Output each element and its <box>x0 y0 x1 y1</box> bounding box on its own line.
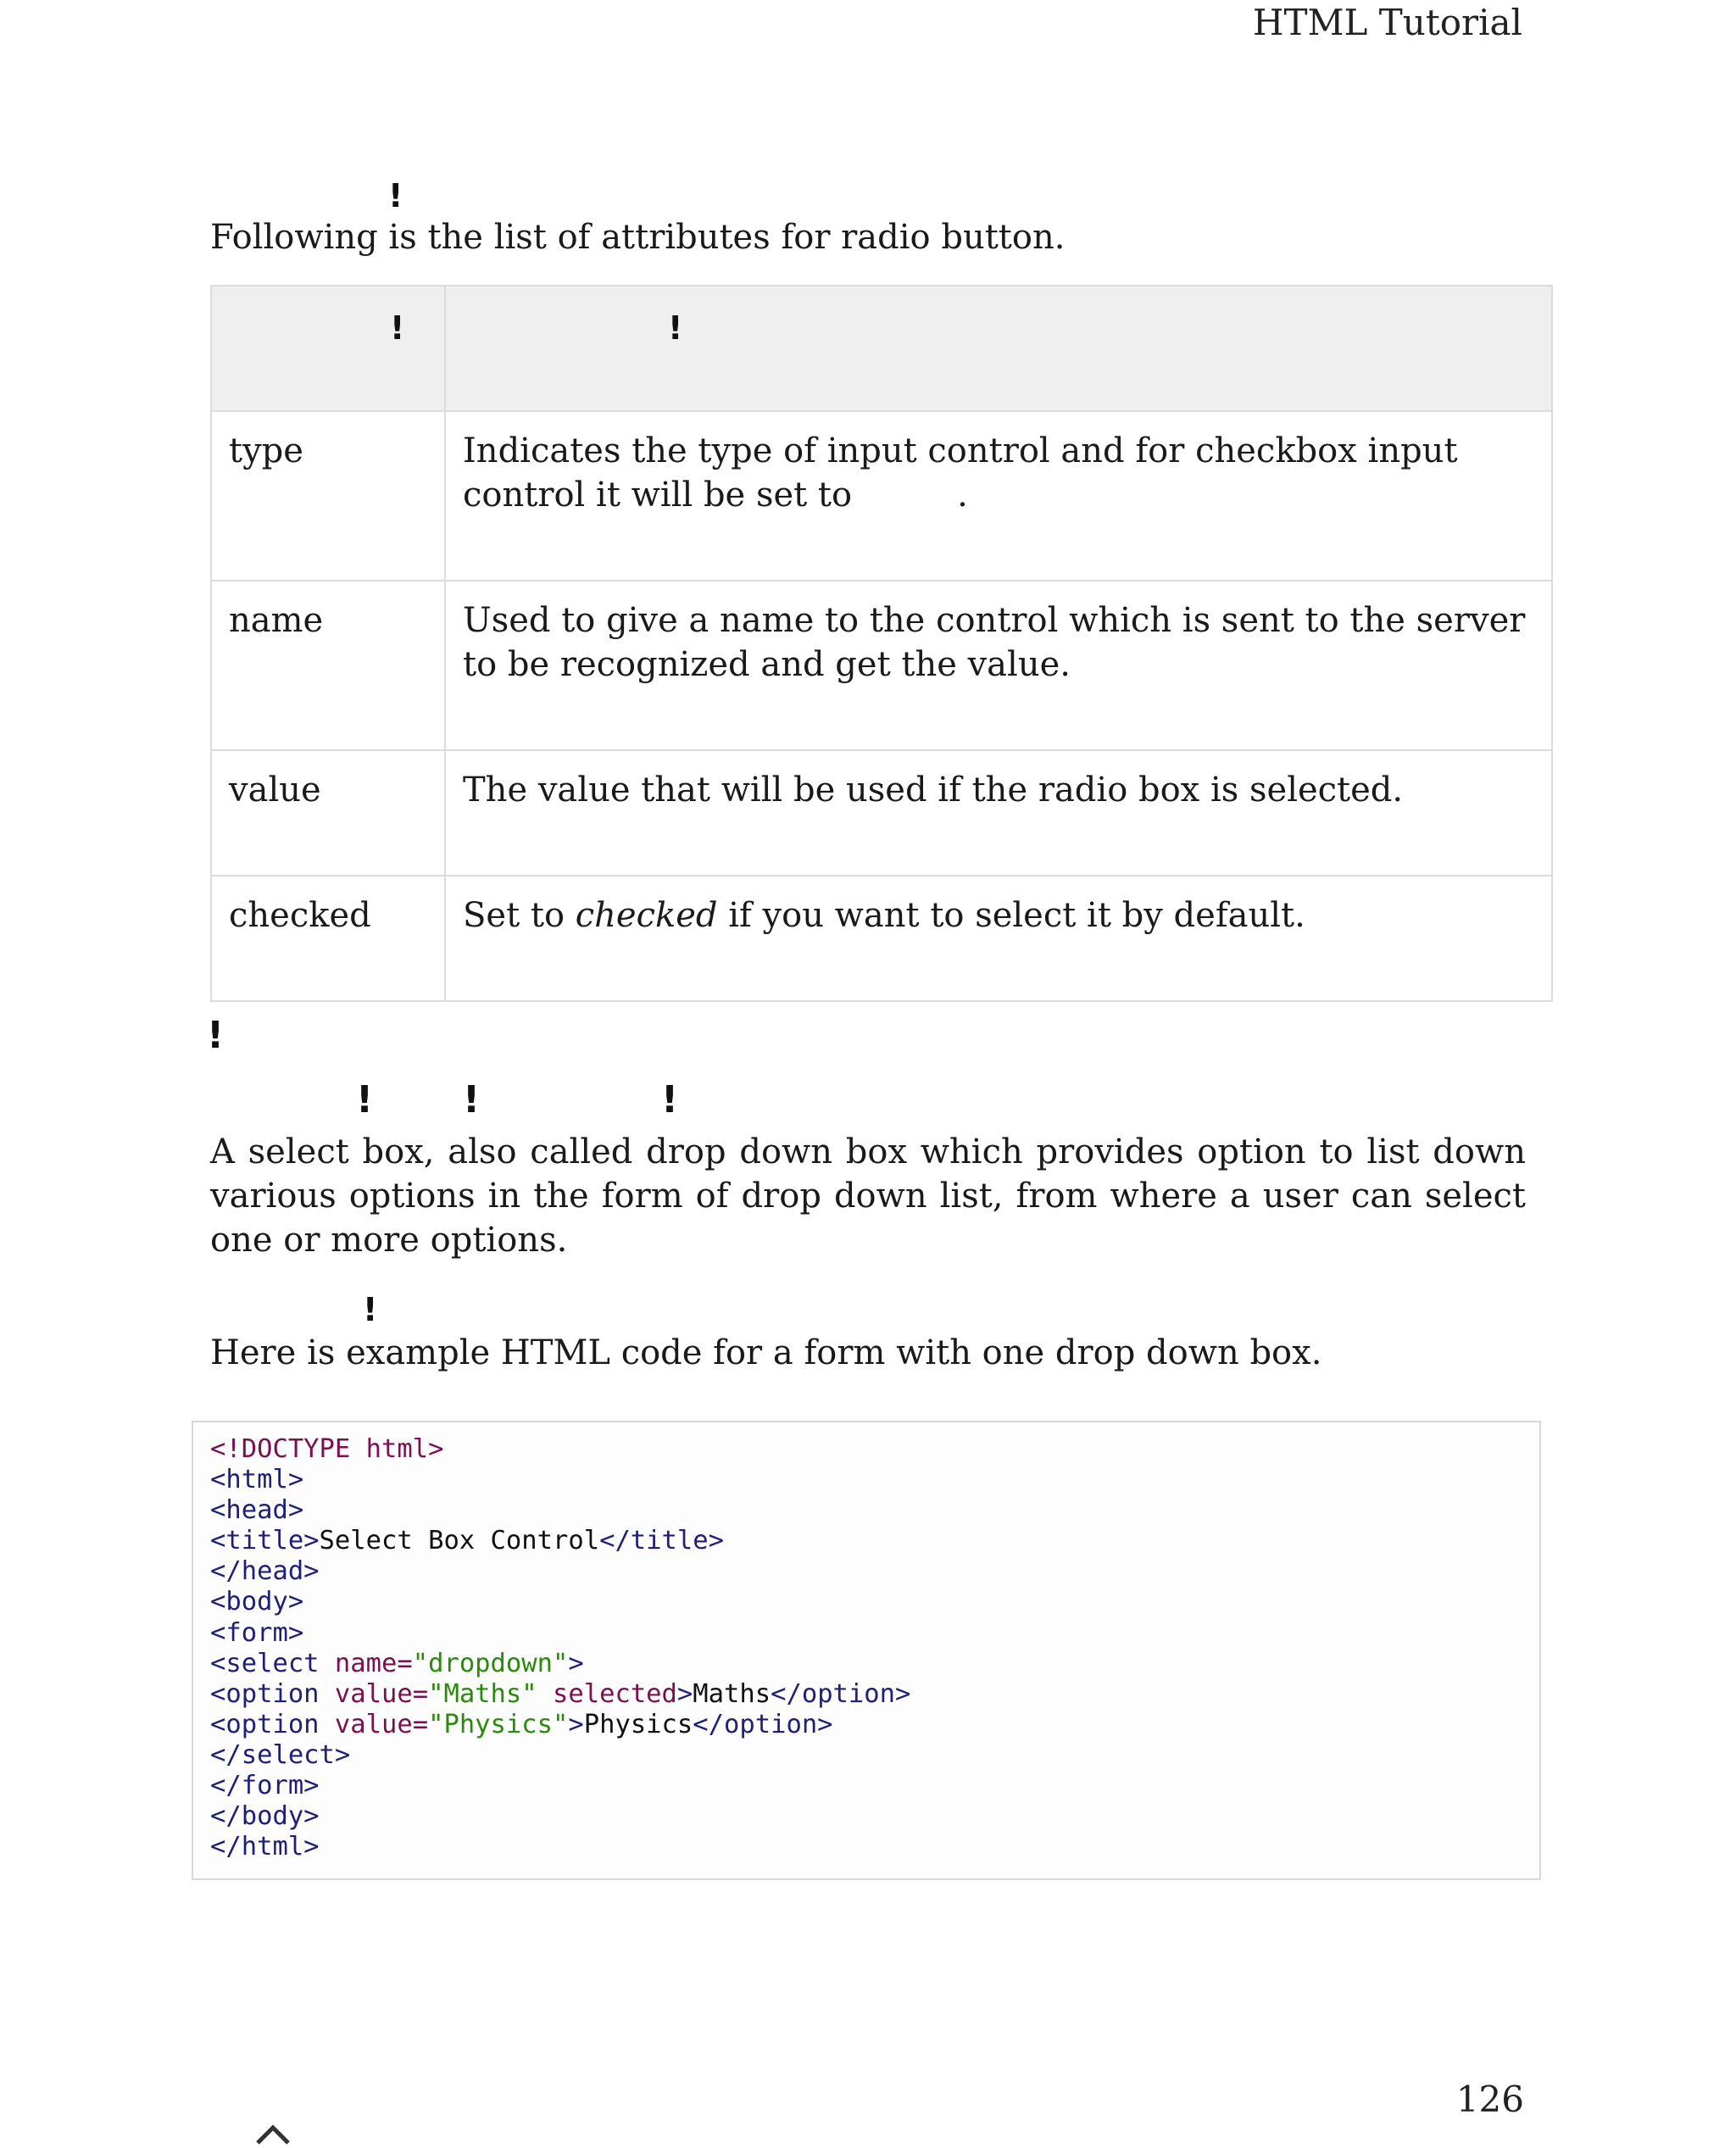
heading-glyph: ! <box>388 177 403 214</box>
attribute-name-cell: name <box>211 581 445 750</box>
code-example <box>210 1434 910 1862</box>
code-tag: </body> <box>210 1801 320 1832</box>
description-text: Set to <box>463 896 576 935</box>
table-row <box>211 581 1552 750</box>
code-attribute: value= <box>319 1678 429 1709</box>
table-row <box>211 876 1552 1001</box>
code-string: "Maths" <box>428 1678 537 1709</box>
description-period: . <box>957 476 968 515</box>
section-glyph: ! <box>207 1014 225 1057</box>
header-glyph: ! <box>390 309 405 347</box>
code-attribute: selected <box>537 1678 677 1709</box>
table-header-row <box>211 286 1552 411</box>
header-title: HTML Tutorial <box>1252 2 1522 43</box>
code-text: Select Box Control <box>319 1526 600 1556</box>
code-text: Physics <box>583 1709 693 1739</box>
code-tag: </head> <box>210 1556 320 1587</box>
chevron-up-icon[interactable] <box>254 2124 292 2148</box>
page-number: 126 <box>1455 2078 1524 2120</box>
code-tag: <title> <box>210 1526 320 1556</box>
table-header-cell-attribute <box>211 286 445 411</box>
table-row <box>211 411 1552 581</box>
description-text: Indicates the type of input control and for checkbox input control it will be set to <box>463 431 1458 515</box>
select-box-intro: A select box, also called drop down box which provides option to list down various options in the form of drop down list, from where a user can select one or more options. <box>210 1132 1526 1260</box>
code-tag: </select> <box>210 1739 351 1770</box>
code-attribute: value= <box>319 1709 429 1739</box>
code-text: Maths <box>693 1678 771 1709</box>
attributes-table <box>210 285 1553 1002</box>
code-tag: </form> <box>210 1771 320 1801</box>
code-string: "dropdown" <box>412 1648 569 1678</box>
code-tag: <select <box>210 1648 320 1678</box>
code-tag: <form> <box>210 1617 304 1648</box>
code-tag: </html> <box>210 1832 320 1862</box>
radio-attributes-intro: Following is the list of attributes for radio button. <box>210 218 1066 257</box>
code-tag: > <box>568 1648 584 1678</box>
code-tag: <html> <box>210 1465 304 1495</box>
subsection-glyph: ! <box>463 1078 481 1121</box>
description-text: if you want to select it by default. <box>717 896 1305 935</box>
example-intro: Here is example HTML code for a form with one drop down box. <box>210 1333 1322 1372</box>
code-tag: > <box>676 1678 693 1709</box>
attribute-description-cell: Used to give a name to the control which is sent to the server to be recognized and get the value. <box>445 581 1552 750</box>
code-tag: </option> <box>771 1678 911 1709</box>
code-doctype: <!DOCTYPE html> <box>210 1434 444 1464</box>
attribute-description-cell <box>445 411 1552 581</box>
attribute-name-cell: value <box>211 750 445 876</box>
example-glyph: ! <box>363 1291 378 1328</box>
code-attribute: name= <box>319 1648 413 1678</box>
attribute-name-cell: checked <box>211 876 445 1001</box>
header-glyph: ! <box>668 309 683 347</box>
table-row <box>211 750 1552 876</box>
subsection-glyph: ! <box>661 1078 679 1121</box>
table-header-cell-description <box>445 286 1552 411</box>
code-tag: <option <box>210 1678 320 1709</box>
code-tag: <body> <box>210 1587 304 1617</box>
code-tag: > <box>568 1709 584 1739</box>
code-tag: </option> <box>693 1709 833 1739</box>
subsection-glyph: ! <box>356 1078 374 1121</box>
attribute-description-cell <box>445 876 1552 1001</box>
code-tag: </title> <box>599 1526 724 1556</box>
code-string: "Physics" <box>428 1709 569 1739</box>
code-tag: <option <box>210 1709 320 1739</box>
code-tag: <head> <box>210 1495 304 1526</box>
attribute-description-cell: The value that will be used if the radio box is selected. <box>445 750 1552 876</box>
attribute-name-cell: type <box>211 411 445 581</box>
description-emphasis: checked <box>575 896 718 935</box>
